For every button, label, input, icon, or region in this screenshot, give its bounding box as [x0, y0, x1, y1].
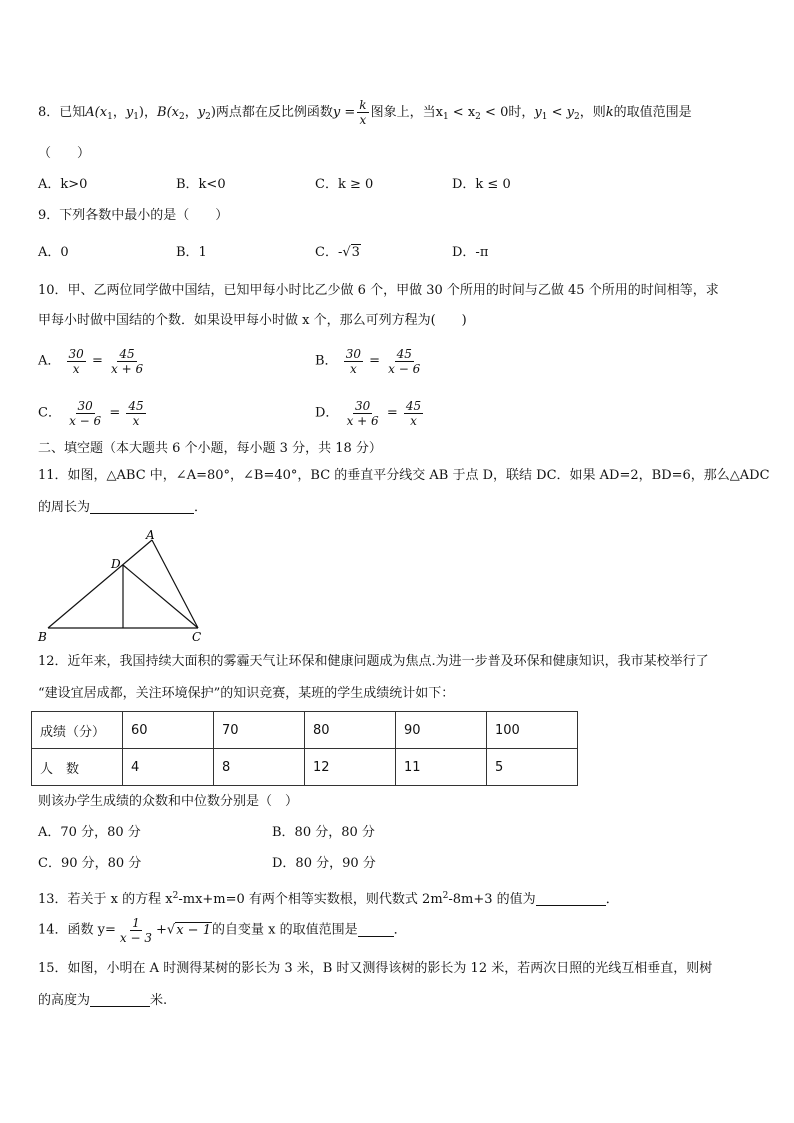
q12-stem-line1: 12．近年来，我国持续大面积的雾霾天气让环保和健康问题成为焦点.为进一步普及环保和健康知识，我市某校举行了	[38, 654, 709, 669]
q8-option-c: C．k ≥ 0	[315, 177, 374, 192]
q12-option-b: B．80 分，80 分	[272, 825, 375, 840]
table-cell: 100	[487, 712, 578, 749]
q9-option-a: A．0	[38, 245, 69, 260]
q10-option-b: B． $\frac{30}{x}$ = $\frac{45}{x - 6}$	[315, 347, 421, 376]
q11-stem-line1: 11．如图，△ABC 中，∠A=80°，∠B=40°，BC 的垂直平分线交 AB 于点 D，联结 DC．如果 AD=2，BD=6，那么△ADC	[38, 468, 770, 483]
table-cell: 60	[123, 712, 214, 749]
q10-option-c: C． $\frac{30}{x - 6}$ = $\frac{45}{x}$	[38, 399, 144, 428]
q14-fraction: $\frac{1}{x - 3}$	[119, 916, 153, 945]
segment-ba	[48, 540, 152, 628]
q8-option-a: A．k>0	[38, 177, 88, 192]
q9-stem: 9．下列各数中最小的是（ ）	[38, 208, 229, 223]
section-heading: 二、填空题（本大题共 6 个小题，每小题 3 分，共 18 分）	[38, 441, 382, 456]
q8-paren: （ ）	[38, 146, 91, 161]
q10-stem-line2: 甲每小时做中国结的个数．如果设甲每小时做 x 个，那么可列方程为( )	[38, 313, 467, 328]
q9-option-d: D．-π	[452, 245, 489, 260]
q8-stem: 8．已知$A(x_1$，$y_1$)，$B(x_2$，$y_2$)两点都在反比例函数y = $\frac{k}{x}$ 图象上，当$x_1 < x_2 < 0$时，$y_1 < y_2$，则k的取值范围是	[38, 98, 692, 127]
q15-stem-line2: 的高度为 米.	[38, 993, 168, 1008]
label-b: B	[38, 630, 47, 644]
answer-blank[interactable]	[90, 500, 194, 514]
table-cell: 12	[305, 749, 396, 786]
sqrt-symbol: √	[342, 245, 351, 260]
q12-stem-line2: “建设宜居成都，关注环境保护”的知识竞赛，某班的学生成绩统计如下：	[38, 686, 455, 701]
q9-option-c: C．-√3	[315, 245, 360, 260]
score-table	[31, 711, 578, 786]
segment-ac	[152, 540, 198, 628]
q12-question: 则该办学生成绩的众数和中位数分别是（ ）	[38, 794, 299, 809]
table-row	[32, 712, 578, 749]
q12-option-c: C．90 分，80 分	[38, 856, 142, 871]
label-c: C	[192, 630, 202, 644]
label-a: A	[146, 528, 155, 542]
triangle-figure	[36, 528, 216, 646]
q11-stem-line2: 的周长为 ．	[38, 500, 208, 515]
table-cell: 成绩（分）	[32, 712, 123, 749]
q10-option-a: A． $\frac{30}{x}$ = $\frac{45}{x + 6}$	[38, 347, 144, 376]
table-row	[32, 749, 578, 786]
q10-stem-line1: 10．甲、乙两位同学做中国结，已知甲每小时比乙少做 6 个，甲做 30 个所用的时间与乙做 45 个所用的时间相等，求	[38, 283, 719, 298]
q12-option-a: A．70 分，80 分	[38, 825, 141, 840]
table-cell: 5	[487, 749, 578, 786]
table-cell: 4	[123, 749, 214, 786]
answer-blank[interactable]	[358, 923, 394, 937]
sqrt-symbol: √	[166, 922, 176, 938]
q15-stem-line1: 15．如图，小明在 A 时测得某树的影长为 3 米，B 时又测得该树的影长为 12 米，若两次日照的光线互相垂直，则树	[38, 961, 713, 976]
q8-fraction: $\frac{k}{x}$	[359, 98, 367, 127]
q12-option-d: D．80 分，90 分	[272, 856, 376, 871]
table-cell: 80	[305, 712, 396, 749]
table-cell: 11	[396, 749, 487, 786]
q9-option-b: B．1	[176, 245, 207, 260]
q8-option-b: B．k<0	[176, 177, 226, 192]
table-cell: 70	[214, 712, 305, 749]
q10-option-d: D． $\frac{30}{x + 6}$ = $\frac{45}{x}$	[315, 399, 422, 428]
segment-dc	[123, 565, 198, 628]
answer-blank[interactable]	[90, 993, 150, 1007]
q13-stem: 13．若关于 x 的方程 $x^2-mx+m=0$ 有两个相等实数根，则代数式 $2m^2-8m+3$ 的值为 ．	[38, 891, 619, 907]
q14-stem: 14．函数 y= $\frac{1}{x - 3}$ +√x − 1的自变量 x 的取值范围是 ．	[38, 916, 407, 945]
q8-option-d: D．k ≤ 0	[452, 177, 511, 192]
table-cell: 90	[396, 712, 487, 749]
label-d: D	[111, 557, 121, 571]
answer-blank[interactable]	[536, 892, 606, 906]
table-cell: 人 数	[32, 749, 123, 786]
table-cell: 8	[214, 749, 305, 786]
